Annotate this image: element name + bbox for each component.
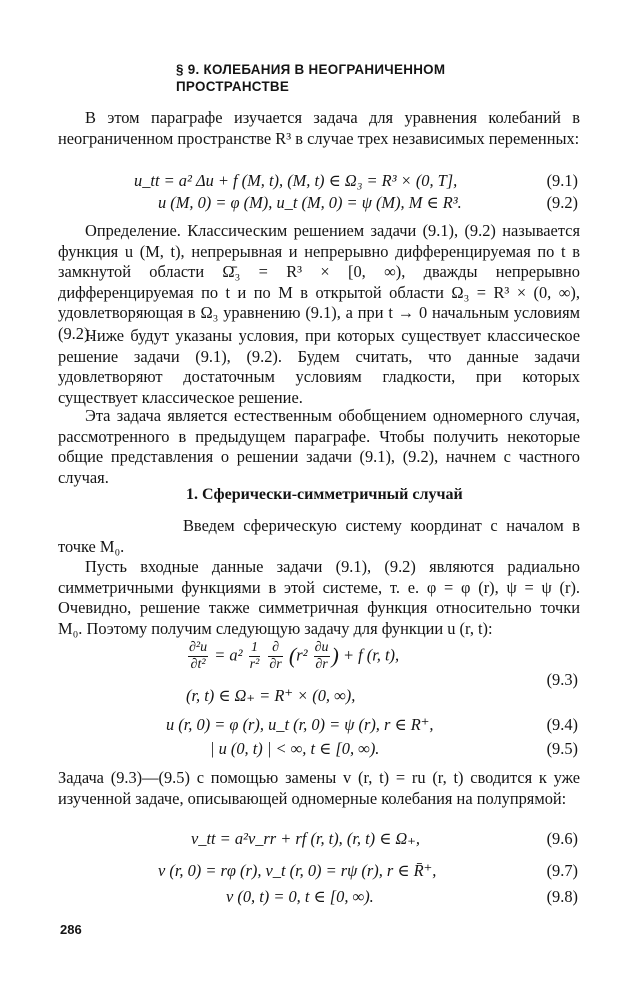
intro-paragraph: В этом параграфе изучается задача для уравнения колебаний в неограниченном пространстве R³ в случае трех независимых переменных: [58, 108, 580, 148]
conditions-paragraph: Ниже будут указаны условия, при которых существует классическое решение задачи (9.1), (9.2). Будем считать, что данные задачи удовлетворяют достаточным условиям гладкости, при которых существует классическое решение. [58, 326, 580, 407]
equation-9-6-number: (9.6) [546, 829, 578, 848]
equation-9-3 [186, 640, 580, 710]
equation-9-7 [58, 860, 580, 882]
equation-9-4 [58, 714, 580, 736]
equation-9-3-pde: $\frac{\text{∂²u}}{\text{∂t²}}$ = a² $\frac{1}{\text{r²}}$ $\frac{\partial}{\partial r}$ (r² $\frac{\partial u}{\partial r}$ ) + f (r, t), [189, 640, 400, 672]
page-number: 286 [60, 922, 82, 937]
subsection-title: 1. Сферически-симметричный случай [186, 486, 463, 503]
equation-9-2-text: u (M, 0) = φ (M), u_t (M, 0) = ψ (M), M ∈ R³. [158, 193, 462, 212]
reduce-block [58, 768, 580, 809]
equation-9-7-text: v (r, 0) = rφ (r), v_t (r, 0) = rψ (r), r ∈ R̄⁺, [158, 861, 437, 880]
equation-9-6 [58, 828, 580, 850]
equation-9-4-text: u (r, 0) = φ (r), u_t (r, 0) = ψ (r), r ∈ R⁺, [166, 715, 434, 734]
spherical-block [58, 516, 580, 557]
spherical-paragraph: Введем сферическую систему координат с началом в точке M₀. [58, 516, 580, 556]
equation-9-3-domain: (r, t) ∈ Ω₊ = R⁺ × (0, ∞), [186, 686, 356, 705]
equation-9-1-number: (9.1) [546, 171, 578, 190]
equation-9-8-text: v (0, t) = 0, t ∈ [0, ∞). [226, 887, 374, 906]
equation-9-5-text: | u (0, t) | < ∞, t ∈ [0, ∞). [210, 739, 380, 758]
intro-block [58, 108, 580, 149]
radial-paragraph: Пусть входные данные задачи (9.1), (9.2) являются радиально симметричными функциями в этой системе, т. е. φ = φ (r), ψ = ψ (r). Очевидно, решение также симметричная функция относительно точки M₀. Поэтому получим следующую задачу для функции u (r, t): [58, 557, 580, 638]
one-over-r2-fraction: $\frac{1}{\text{r²}}$ [249, 640, 260, 672]
d-dr-fraction: $\frac{\partial}{\partial r}$ [269, 640, 282, 672]
d2u-dt2-fraction: $\frac{\text{∂²u}}{\text{∂t²}}$ [189, 640, 208, 672]
equation-9-8 [58, 886, 580, 908]
equation-9-2 [58, 192, 580, 214]
generalization-block [58, 406, 580, 488]
equation-9-5 [58, 738, 580, 760]
equation-9-6-text: v_tt = a²v_rr + rf (r, t), (r, t) ∈ Ω₊, [191, 829, 421, 848]
definition-paragraph: Определение. Классическим решением задачи (9.1), (9.2) называется функция u (M, t), непрерывная и непрерывно дифференцируемая по t в замкнутой области Ω̄₃ = R³ × [0, ∞), дважды непрерывно дифференцируемая по t и по M в открытой области Ω₃ = R³ × (0, ∞), удовлетворяющая в Ω₃ уравнению (9.1), а при t → 0 начальным условиям (9.2). [58, 221, 580, 343]
reduce-paragraph: Задача (9.3)—(9.5) с помощью замены v (r, t) = ru (r, t) сводится к уже изученной задаче, описывающей одномерные колебания на полупрямой: [58, 768, 580, 808]
equation-9-8-number: (9.8) [546, 887, 578, 906]
equation-9-1 [58, 170, 580, 192]
equation-9-3-number: (9.3) [546, 670, 578, 689]
equation-9-1-text: u_tt = a² Δu + f (M, t), (M, t) ∈ Ω₃ = R³ × (0, T], [134, 171, 458, 190]
section-title: § 9. КОЛЕБАНИЯ В НЕОГРАНИЧЕННОМ ПРОСТРАНСТВЕ [176, 62, 446, 94]
equation-9-4-number: (9.4) [546, 715, 578, 734]
equation-9-7-number: (9.7) [546, 861, 578, 880]
equation-9-5-number: (9.5) [546, 739, 578, 758]
du-dr-fraction: $\frac{\partial u}{\partial r}$ [314, 640, 329, 672]
radial-block [58, 557, 580, 639]
conditions-block [58, 326, 580, 408]
generalization-paragraph: Эта задача является естественным обобщением одномерного случая, рассмотренного в предыдущем параграфе. Чтобы получить некоторые общие представления о решении задачи (9.1), (9.2), начнем с частного случая. [58, 406, 580, 487]
equation-9-2-number: (9.2) [546, 193, 578, 212]
